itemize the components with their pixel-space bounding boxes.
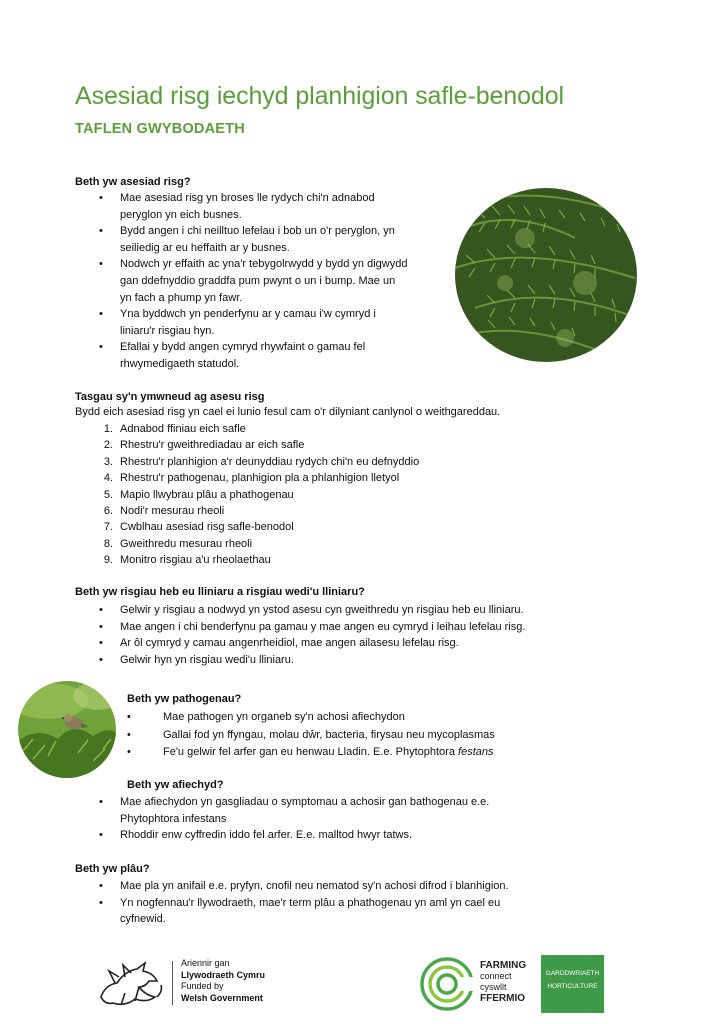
horticulture-logo: GARDDWRIAETH HORTICULTURE [541,955,604,1013]
page-subtitle: TAFLEN GWYBODAETH [75,121,245,137]
pests-list [99,878,509,928]
list-item: • Nodwch yr effaith ac yna'r tebygolrwydd y bydd yn digwydd gan ddefnyddio graddfa pum pwynt o un i bump. Mae un yn fach a phump yn fawr. [99,258,408,304]
bird-photo [18,681,116,778]
list-item: • Gallai fod yn ffyngau, molau dŵr, bacteria, firysau neu mycoplasmas [127,728,495,741]
farming-connect-logo-icon [418,955,476,1013]
list-item: 1. Adnabod ffiniau eich safle [103,423,246,435]
list-item: • Yna byddwch yn penderfynu ar y camau i'w cymryd i liniaru'r risgiau hyn. [99,308,376,337]
list-item: • Mae afiechydon yn gasgliadau o symptomau a achosir gan bathogenau e.e. Phytophtora infestans [99,796,490,825]
list-item: 6. Nodi'r mesurau rheoli [103,505,225,518]
list-item: • Ar ôl cymryd y camau angenrheidiol, mae angen ailasesu lefelau risg. [99,637,459,650]
welsh-government-text: Ariennir gan Llywodraeth Cymru Funded by Welsh Government [181,958,266,1003]
mitigated-risks-list [99,602,526,668]
farming-connect-text: FARMING connect cyswllt FFERMIO [480,960,527,1004]
list-item: • Efallai y bydd angen cymryd rhywfaint o gamau fel rhwymedigaeth statudol. [99,341,366,370]
list-item: • Fe'u gelwir fel arfer gan eu henwau Lladin. E.e. Phytophtora festans [127,746,494,758]
heading-risk-tasks: Tasgau sy'n ymwneud ag asesu risg [75,391,265,403]
list-item: 2. Rhestru'r gweithrediadau ar eich safle [103,439,305,452]
list-item: 3. Rhestru'r planhigion a'r deunyddiau rydych chi'n eu defnyddio [103,455,420,468]
fern-photo [455,188,637,362]
list-item: • Bydd angen i chi neilltuo lefelau i bob un o'r peryglon, yn seiliedig ar eu heffaith ar y busnes. [99,225,395,254]
risk-assessment-list [99,190,460,373]
list-item: • Gelwir hyn yn risgiau wedi'u lliniaru. [99,653,294,666]
list-item: • Rhoddir enw cyffredin iddo fel arfer. E.e. malltod hwyr tatws. [99,829,413,842]
list-item: 4. Rhestru'r pathogenau, planhigion pla a phlanhigion lletyol [103,472,400,485]
list-item: • Gelwir y risgiau a nodwyd yn ystod asesu cyn gweithredu yn risgiau heb eu lliniaru. [99,604,524,616]
heading-pathogens: Beth yw pathogenau? [127,693,242,705]
list-item: 8. Gweithredu mesurau rheoli [103,537,253,550]
risk-tasks-intro: Bydd eich asesiad risg yn cael ei lunio fesul cam o'r dilyniant canlynol o weithgareddau. [75,406,501,418]
list-item: 7. Cwblhau asesiad risg safle-benodol [103,521,294,534]
disease-list [99,794,490,844]
list-item: • Mae pathogen yn organeb sy'n achosi afiechydon [127,711,405,723]
footer-divider [172,961,173,1005]
list-item: • Yn nogfennau'r llywodraeth, mae'r term plâu a phathogenau yn aml yn cael eu cyfnewid. [99,896,501,926]
list-item: 5. Mapio llwybrau plâu a phathogenau [103,488,294,501]
list-item: • Mae angen i chi benderfynu pa gamau y mae angen eu cymryd i leihau lefelau risg. [99,620,526,633]
pathogens-list [127,709,495,762]
page-title: Asesiad risg iechyd planhigion safle-benodol [75,82,564,110]
fern-image [455,188,637,362]
list-item: 9. Monitro risgiau a'u rheolaethau [103,554,271,567]
heading-risk-assessment: Beth yw asesiad risg? [75,176,191,188]
heading-pests: Beth yw plâu? [75,863,150,875]
dragon-logo-icon [95,957,167,1009]
heading-disease: Beth yw afiechyd? [127,779,224,791]
list-item: • Mae asesiad risg yn broses lle rydych chi'n adnabod peryglon yn eich busnes. [99,192,375,221]
list-item: • Mae pla yn anifail e.e. pryfyn, cnofil neu nematod sy'n achosi difrod i blanhigion. [99,880,509,892]
bird-image [18,681,116,778]
heading-mitigated-risks: Beth yw risgiau heb eu lliniaru a risgiau wedi'u lliniaru? [75,586,365,598]
risk-tasks-list [103,421,420,569]
